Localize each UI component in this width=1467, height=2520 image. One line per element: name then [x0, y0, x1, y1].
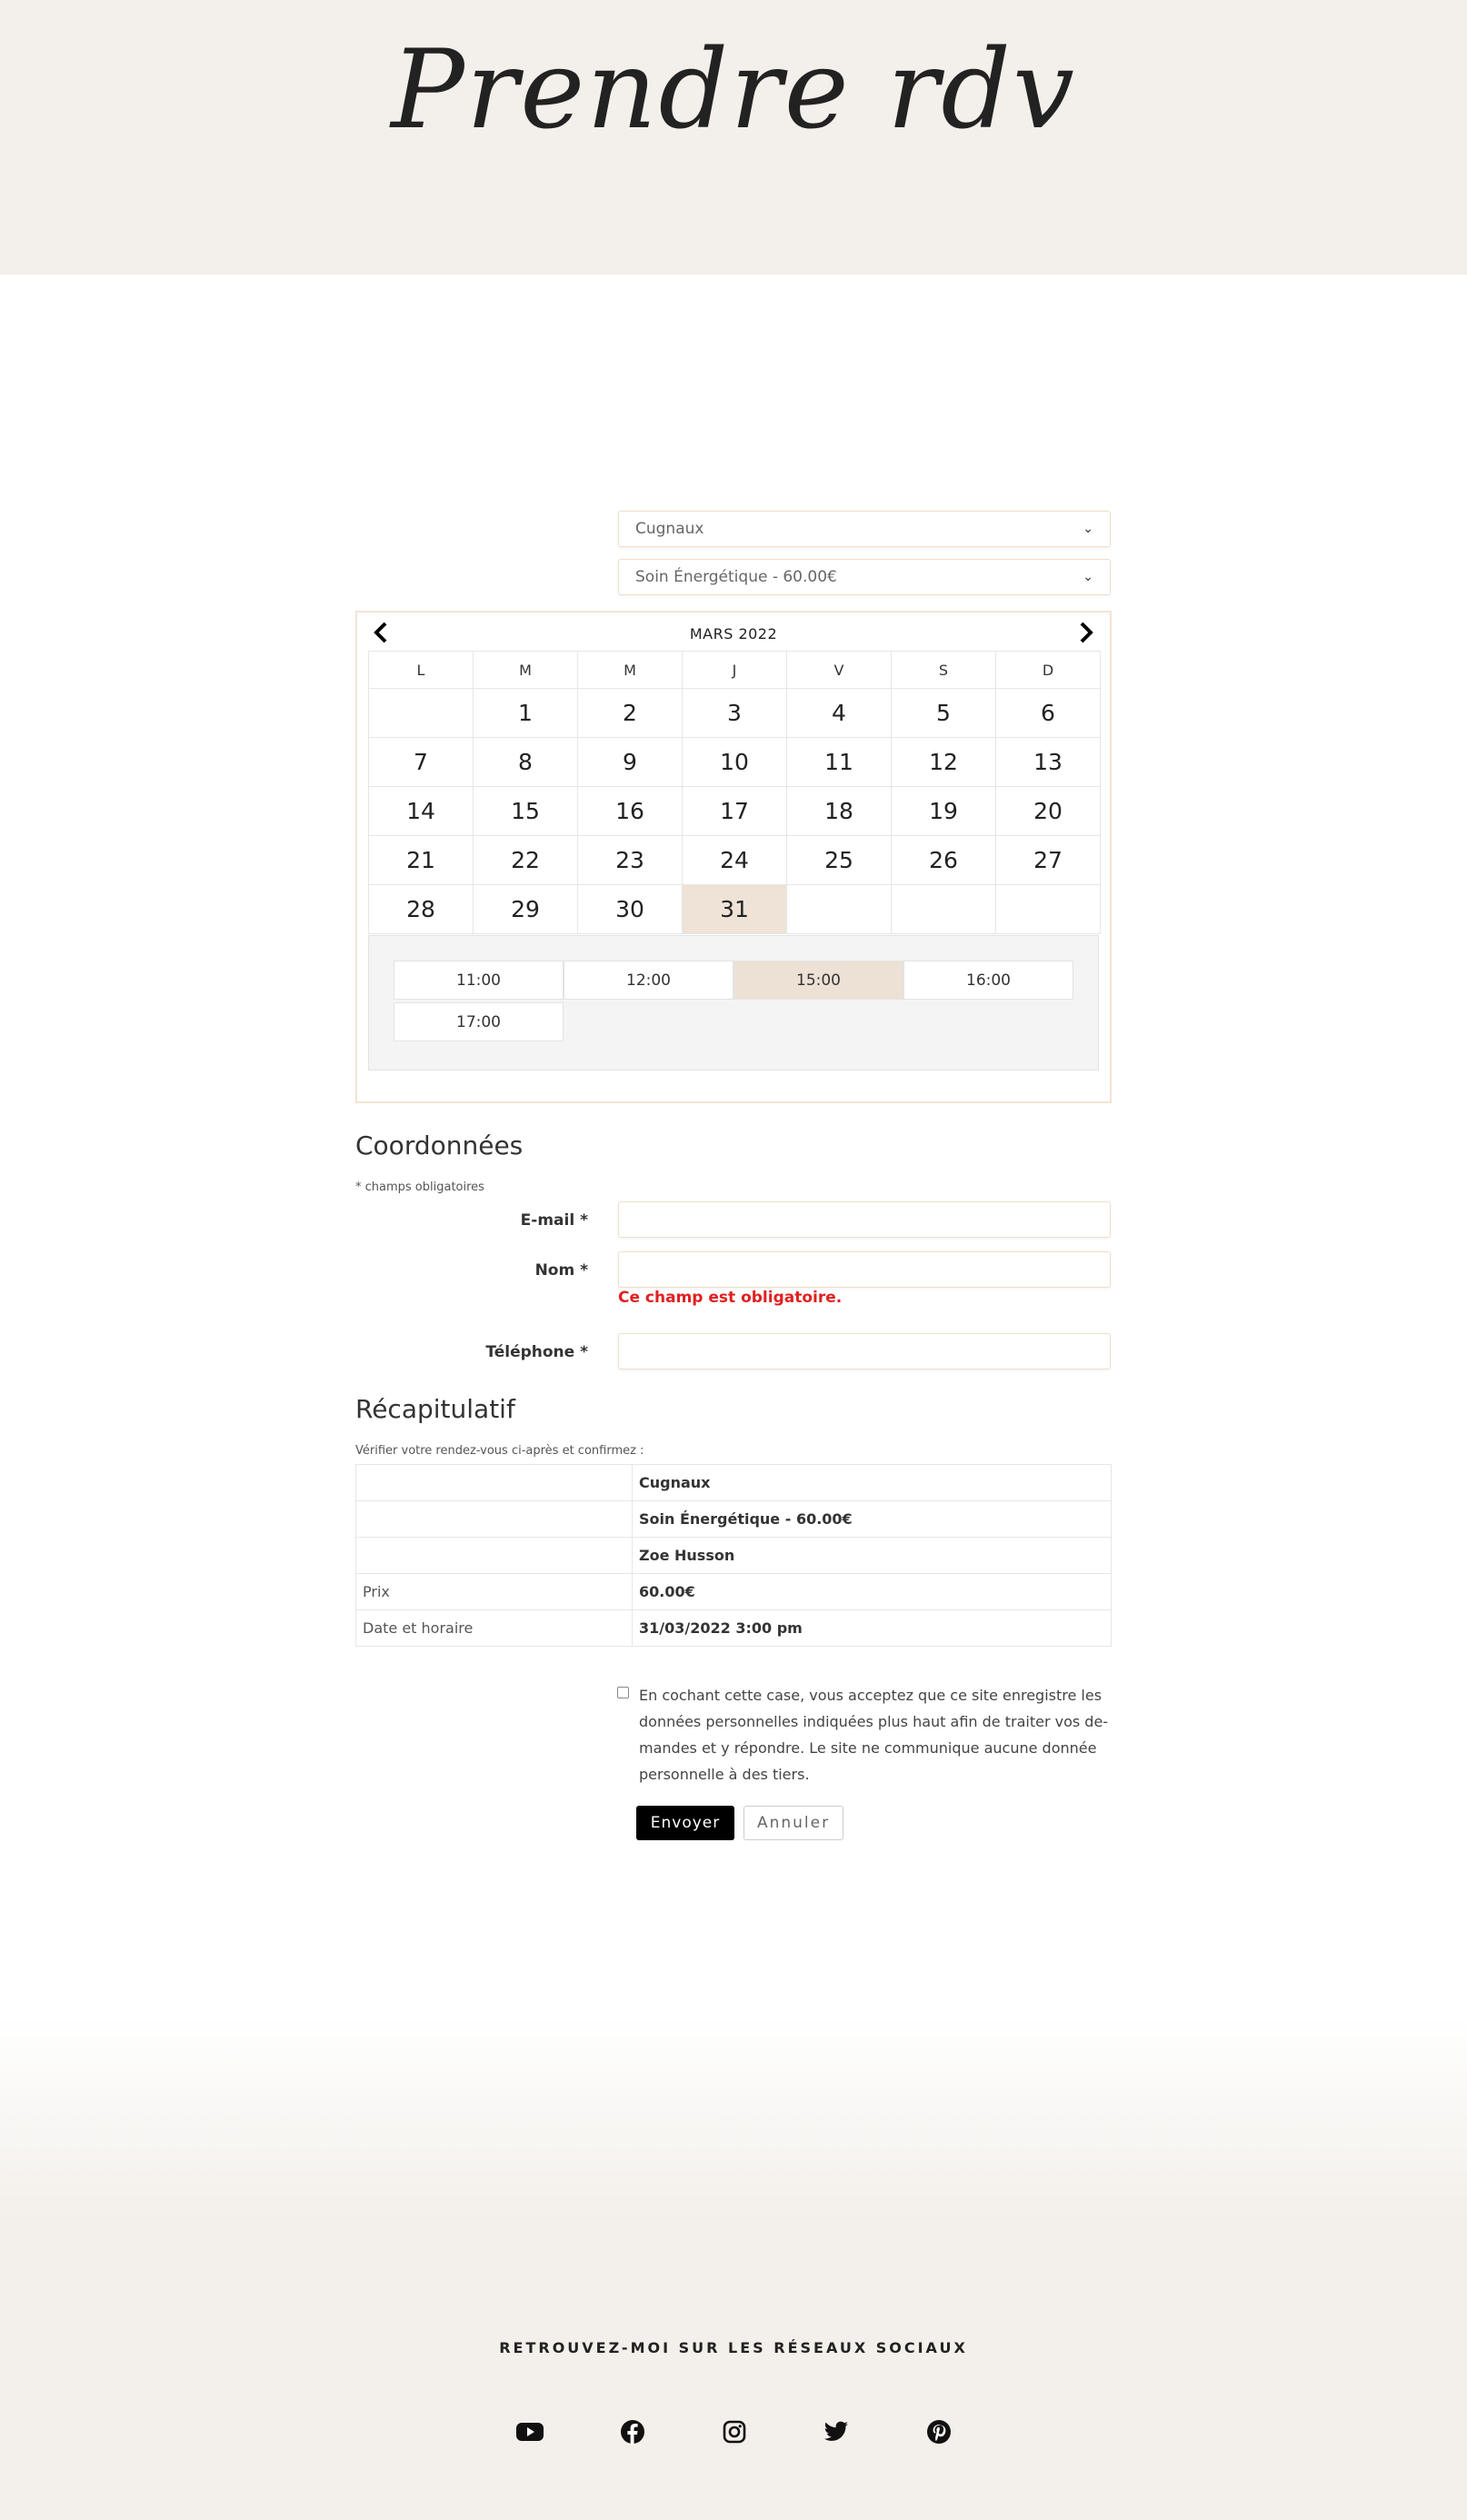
calendar-empty-cell: [787, 885, 892, 934]
weekday-label: M: [578, 652, 683, 689]
calendar-day[interactable]: 30: [578, 885, 683, 934]
time-slot-panel: [368, 935, 1099, 1071]
weekday-label: J: [683, 652, 787, 689]
calendar-day[interactable]: 22: [474, 836, 578, 885]
phone-label: Téléphone *: [485, 1343, 588, 1361]
calendar-day[interactable]: 21: [369, 836, 474, 885]
table-row: [356, 1574, 1112, 1610]
time-slot-button[interactable]: 12:00: [564, 961, 734, 1000]
calendar-day[interactable]: 2: [578, 689, 683, 738]
calendar-day[interactable]: 5: [892, 689, 996, 738]
calendar-day[interactable]: 28: [369, 885, 474, 934]
email-label: E-mail *: [520, 1211, 588, 1230]
calendar-day[interactable]: 25: [787, 836, 892, 885]
weekday-label: V: [787, 652, 892, 689]
calendar-empty-cell: [996, 885, 1101, 934]
calendar-day[interactable]: 9: [578, 738, 683, 787]
location-select[interactable]: [618, 511, 1111, 547]
time-slot-button[interactable]: 11:00: [394, 961, 564, 1000]
youtube-icon[interactable]: [512, 2414, 548, 2450]
calendar-day[interactable]: 24: [683, 836, 787, 885]
calendar: [355, 611, 1112, 1103]
calendar-day[interactable]: 4: [787, 689, 892, 738]
calendar-day[interactable]: 19: [892, 787, 996, 836]
weekday-label: L: [369, 652, 474, 689]
recap-key: [356, 1538, 633, 1574]
calendar-day[interactable]: 17: [683, 787, 787, 836]
social-heading: RETROUVEZ-MOI SUR LES RÉSEAUX SOCIAUX: [499, 2339, 968, 2356]
calendar-day[interactable]: 12: [892, 738, 996, 787]
recap-value: 60.00€: [633, 1574, 1112, 1610]
calendar-grid: [368, 651, 1101, 934]
time-slot-button[interactable]: 16:00: [903, 961, 1073, 1000]
calendar-day-selected[interactable]: 31: [683, 885, 787, 934]
calendar-empty-cell: [892, 885, 996, 934]
service-select-value: Soin Énergétique - 60.00€: [635, 568, 837, 586]
calendar-day[interactable]: 10: [683, 738, 787, 787]
recap-value: 31/03/2022 3:00 pm: [633, 1610, 1112, 1647]
recap-note: Vérifier votre rendez-vous ci-après et confirmez :: [355, 1444, 644, 1458]
calendar-day[interactable]: 7: [369, 738, 474, 787]
calendar-day[interactable]: 29: [474, 885, 578, 934]
phone-field[interactable]: [618, 1333, 1111, 1370]
calendar-day[interactable]: 15: [474, 787, 578, 836]
calendar-day[interactable]: 11: [787, 738, 892, 787]
recap-value: Soin Énergétique - 60.00€: [633, 1501, 1112, 1538]
recap-key: Prix: [356, 1574, 633, 1610]
table-row: [356, 1538, 1112, 1574]
recap-value: Cugnaux: [633, 1465, 1112, 1501]
send-button[interactable]: Envoyer: [636, 1806, 734, 1840]
recap-value: Zoe Husson: [633, 1538, 1112, 1574]
calendar-day[interactable]: 13: [996, 738, 1101, 787]
table-row: [356, 1610, 1112, 1647]
location-select-value: Cugnaux: [635, 520, 704, 538]
next-month-button[interactable]: [1073, 622, 1099, 647]
chevron-down-icon: ⌄: [1083, 522, 1093, 536]
calendar-day[interactable]: 8: [474, 738, 578, 787]
service-select[interactable]: [618, 559, 1111, 595]
recap-table: [355, 1464, 1112, 1647]
chevron-down-icon: ⌄: [1083, 570, 1093, 584]
page-title: Prendre rdv: [391, 27, 1076, 154]
chevron-right-icon: [1077, 622, 1095, 643]
calendar-day[interactable]: 1: [474, 689, 578, 738]
recap-key: [356, 1501, 633, 1538]
time-slot-button[interactable]: 17:00: [394, 1002, 564, 1041]
name-label: Nom *: [534, 1261, 588, 1280]
email-field[interactable]: [618, 1201, 1111, 1238]
table-row: [356, 1465, 1112, 1501]
calendar-day[interactable]: 3: [683, 689, 787, 738]
recap-key: Date et horaire: [356, 1610, 633, 1647]
calendar-day[interactable]: 20: [996, 787, 1101, 836]
time-slot-button-selected[interactable]: 15:00: [734, 961, 903, 1000]
calendar-day[interactable]: 23: [578, 836, 683, 885]
pinterest-icon[interactable]: [921, 2414, 957, 2450]
name-error-message: Ce champ est obligatoire.: [618, 1289, 843, 1307]
recap-key: [356, 1465, 633, 1501]
cancel-button[interactable]: Annuler: [743, 1806, 843, 1840]
table-row: [356, 1501, 1112, 1538]
facebook-icon[interactable]: [614, 2414, 651, 2450]
instagram-icon[interactable]: [716, 2414, 753, 2450]
consent-checkbox[interactable]: [617, 1687, 629, 1698]
calendar-day[interactable]: 6: [996, 689, 1101, 738]
calendar-day[interactable]: 14: [369, 787, 474, 836]
calendar-day[interactable]: 16: [578, 787, 683, 836]
required-note: * champs obligatoires: [355, 1180, 484, 1194]
recap-heading: Récapitulatif: [355, 1394, 515, 1424]
weekday-label: D: [996, 652, 1101, 689]
calendar-empty-cell: [369, 689, 474, 738]
calendar-day[interactable]: 27: [996, 836, 1101, 885]
weekday-label: M: [474, 652, 578, 689]
twitter-icon[interactable]: [818, 2414, 854, 2450]
contact-heading: Coordonnées: [355, 1131, 524, 1160]
calendar-day[interactable]: 18: [787, 787, 892, 836]
weekday-label: S: [892, 652, 996, 689]
name-field[interactable]: [618, 1251, 1111, 1288]
calendar-day[interactable]: 26: [892, 836, 996, 885]
consent-text: En cochant cette case, vous acceptez que ce site enregistre les données personnelles indiquées plus haut afin de traiter vos de-mandes et y répondre. Le site ne communique aucune donnée personnelle à des tiers.: [639, 1687, 1109, 1783]
calendar-month-label: MARS 2022: [689, 625, 778, 642]
